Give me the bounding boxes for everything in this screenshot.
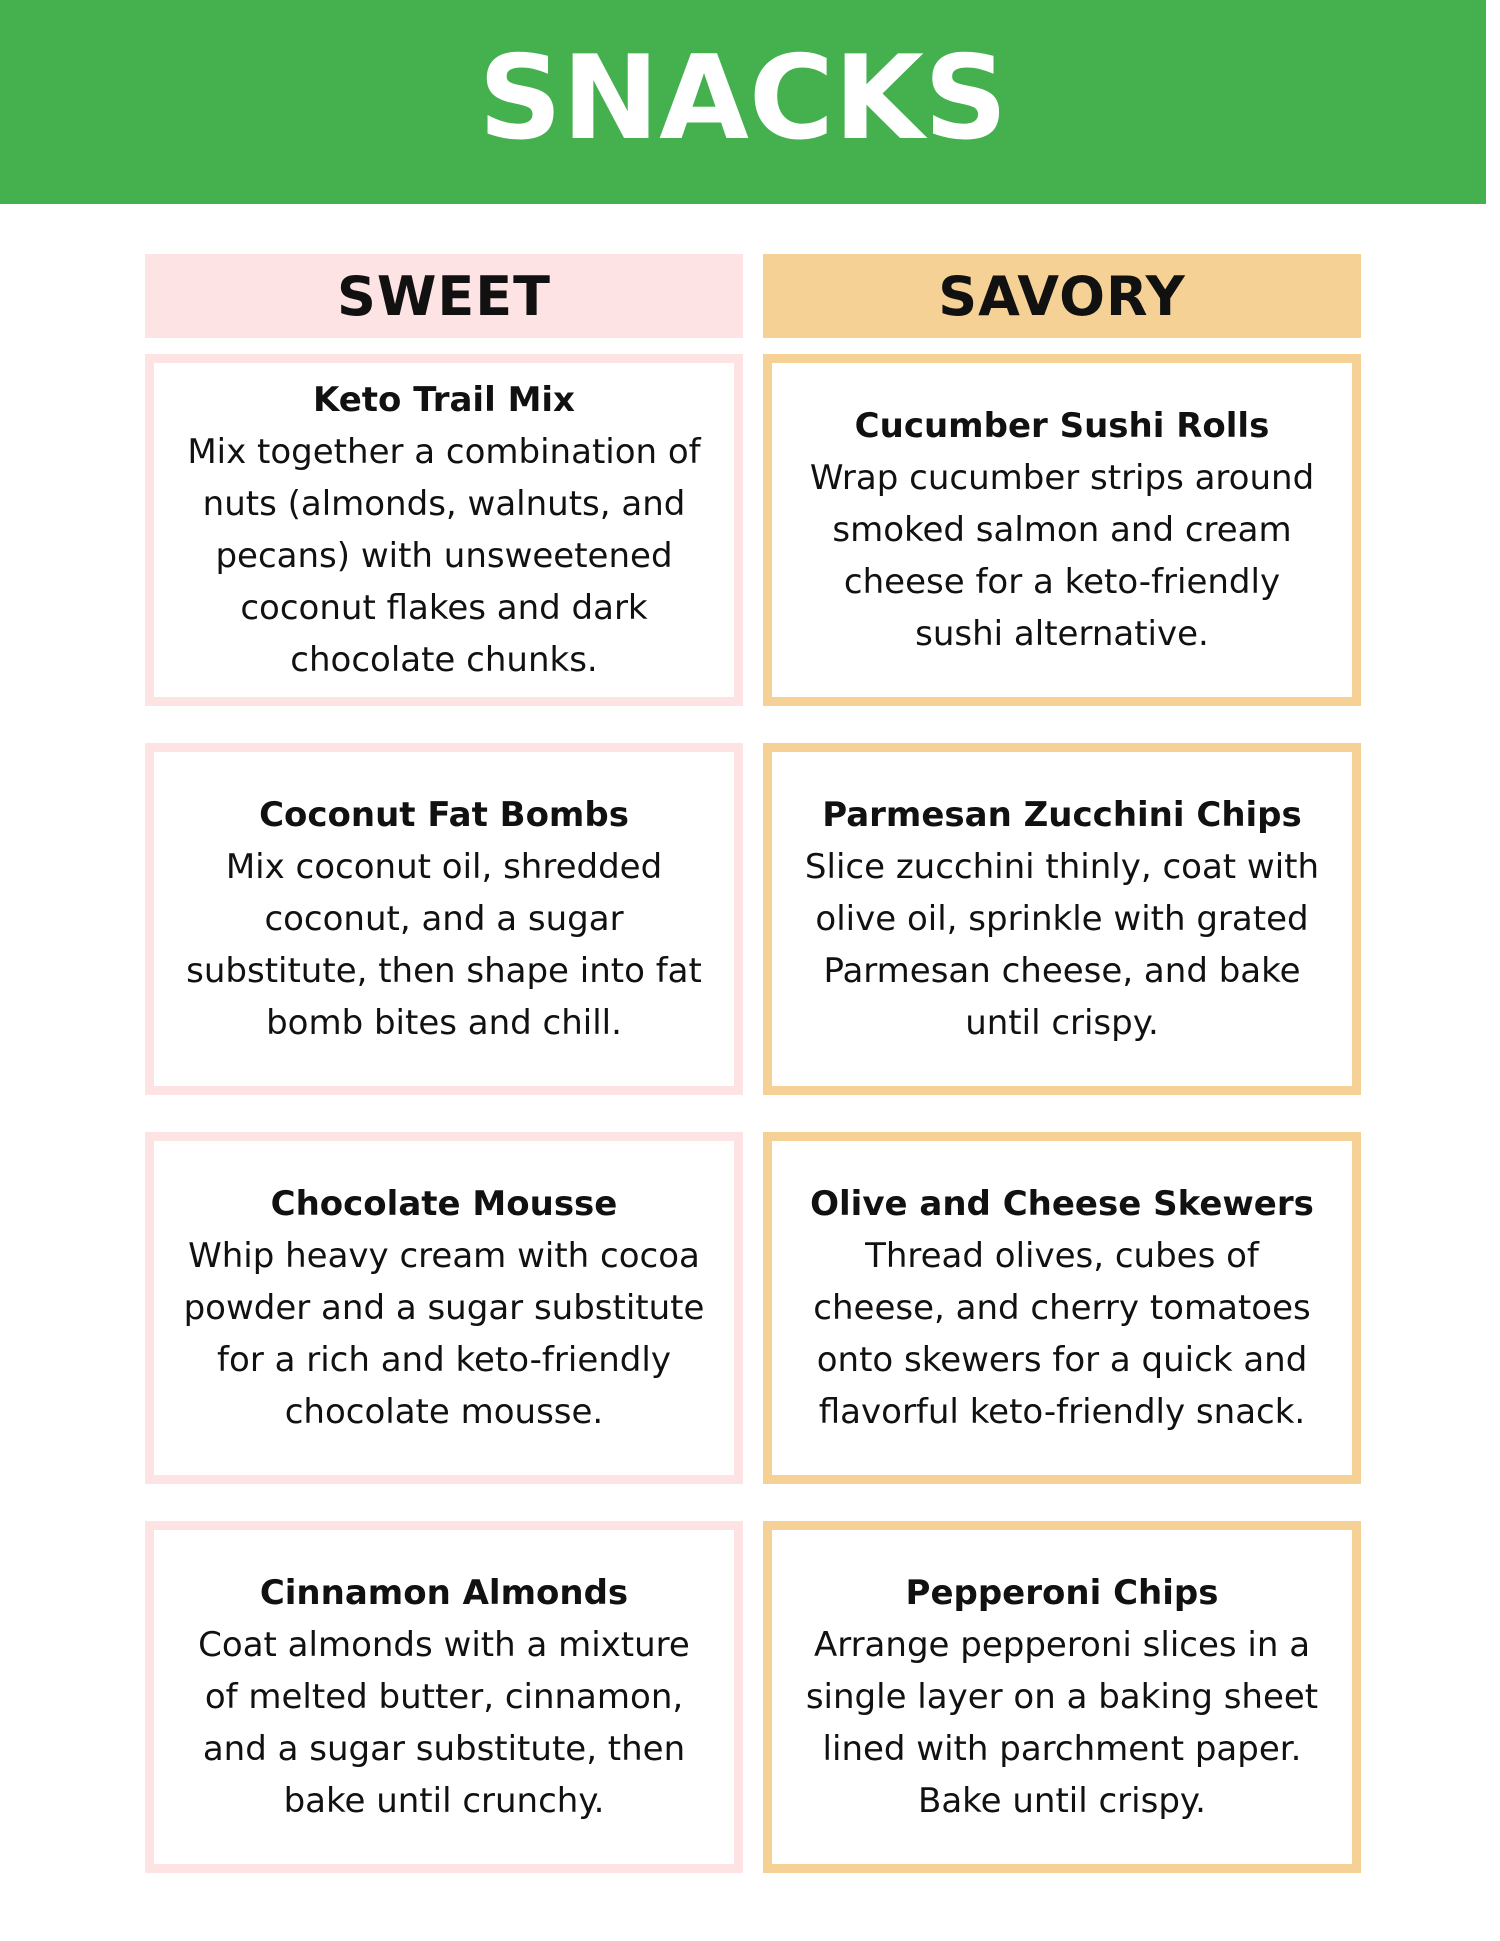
card-description: Whip heavy cream with cocoa powder and a sugar substitute for a rich and keto-friendly chocolate mousse. [183, 1236, 705, 1432]
card-description: Coat almonds with a mixture of melted butter, cinnamon, and a sugar substitute, then bake until crunchy. [198, 1625, 690, 1821]
card-description: Mix together a combination of nuts (almonds, walnuts, and pecans) with unsweetened coconut flakes and dark chocolate chunks. [187, 432, 701, 680]
savory-card-pepperoni-chips [763, 1521, 1361, 1873]
card-title: Cucumber Sushi Rolls [854, 406, 1270, 446]
savory-column-header: SAVORY [763, 254, 1361, 338]
card-title: Chocolate Mousse [270, 1184, 618, 1224]
card-title: Keto Trail Mix [313, 380, 575, 420]
card-description: Thread olives, cubes of cheese, and cherry tomatoes onto skewers for a quick and flavorful keto-friendly snack. [813, 1236, 1311, 1432]
card-description: Wrap cucumber strips around smoked salmon and cream cheese for a keto-friendly sushi alternative. [809, 458, 1315, 654]
card-title: Parmesan Zucchini Chips [822, 795, 1302, 835]
header-banner [0, 0, 1486, 204]
card-title: Cinnamon Almonds [259, 1573, 629, 1613]
card-description: Arrange pepperoni slices in a single layer on a baking sheet lined with parchment paper. Bake until crispy. [805, 1625, 1319, 1821]
card-description: Slice zucchini thinly, coat with olive oil, sprinkle with grated Parmesan cheese, and bake until crispy. [804, 847, 1320, 1043]
card-title: Pepperoni Chips [905, 1573, 1219, 1613]
savory-card-olive-cheese-skewers [763, 1132, 1361, 1484]
sweet-card-coconut-fat-bombs [145, 743, 743, 1095]
card-title: Coconut Fat Bombs [259, 795, 629, 835]
card-description: Mix coconut oil, shredded coconut, and a sugar substitute, then shape into fat bomb bites and chill. [186, 847, 702, 1043]
card-title: Olive and Cheese Skewers [810, 1184, 1314, 1224]
sweet-column-header: SWEET [145, 254, 743, 338]
sweet-card-keto-trail-mix [145, 354, 743, 706]
savory-card-parmesan-zucchini-chips [763, 743, 1361, 1095]
page-title: SNACKS [478, 31, 1008, 166]
savory-card-cucumber-sushi-rolls [763, 354, 1361, 706]
sweet-card-chocolate-mousse [145, 1132, 743, 1484]
sweet-card-cinnamon-almonds [145, 1521, 743, 1873]
